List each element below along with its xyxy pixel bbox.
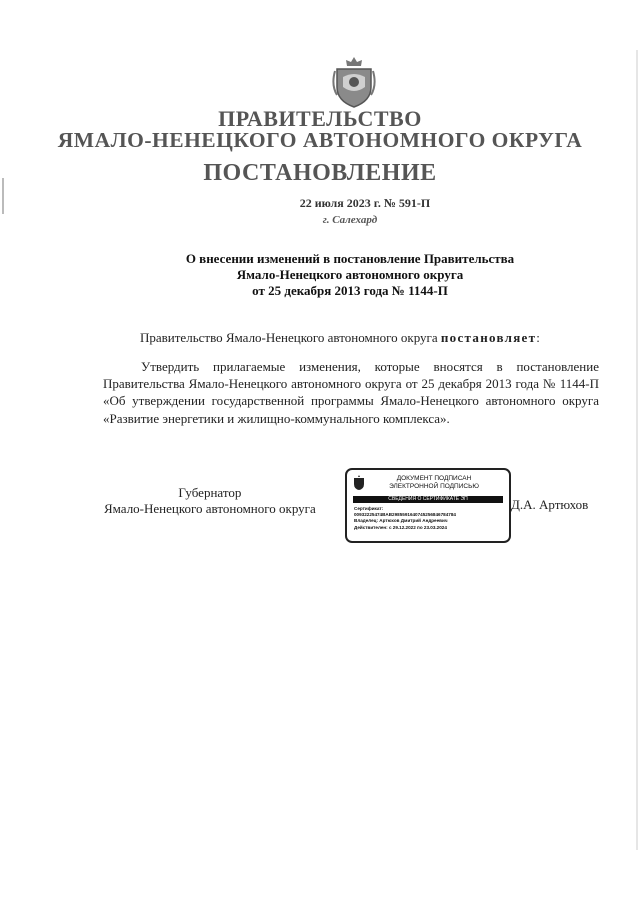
title-line-1: О внесении изменений в постановление Правительства xyxy=(185,251,515,266)
stamp-bar: СВЕДЕНИЯ О СЕРТИФИКАТЕ ЭП xyxy=(353,496,503,503)
decree-title xyxy=(100,251,600,299)
signatory-position-line-2: Ямало-Ненецкого автономного округа xyxy=(104,501,316,516)
government-line-1: ПРАВИТЕЛЬСТВО xyxy=(218,106,422,131)
title-line-3: от 25 декабря 2013 года № 1144-П xyxy=(252,283,448,298)
certificate-value: 00932225474BAB2985591640745256846784784 xyxy=(354,512,456,518)
stamp-heading-2: ЭЛЕКТРОННОЙ ПОДПИСЬЮ xyxy=(389,483,479,490)
stamp-emblem-icon xyxy=(353,475,365,491)
decree-date-number: 22 июля 2023 г. № 591-П xyxy=(299,196,431,210)
body-paragraph: Утвердить прилагаемые изменения, которые вносятся в постановление Правительства Ямало-Ненецкого автономного округа от 25 декабря 2013 года № 1144-П «Об утверждении государственной программы Ямало-Ненецкого автономного округа «Развитие энергетики и жилищно-коммунального комплекса». xyxy=(103,359,599,426)
decree-city: г. Салехард xyxy=(322,214,378,226)
electronic-signature-stamp xyxy=(345,468,511,543)
stamp-details xyxy=(354,506,506,531)
intro-spaced-word: постановляет xyxy=(440,330,537,345)
stamp-heading-1: ДОКУМЕНТ ПОДПИСАН xyxy=(396,475,472,482)
intro-sentence xyxy=(140,330,540,346)
title-line-2: Ямало-Ненецкого автономного округа xyxy=(236,267,464,282)
signatory-position xyxy=(104,485,316,517)
decree-body xyxy=(103,358,599,427)
intro-colon: : xyxy=(536,330,540,345)
certificate-owner: Владелец: Артюхов Дмитрий Андреевич xyxy=(354,518,448,524)
certificate-label: Сертификат: xyxy=(354,506,384,511)
intro-text: Правительство Ямало-Ненецкого автономного округа xyxy=(140,330,438,345)
government-line-2: ЯМАЛО-НЕНЕЦКОГО АВТОНОМНОГО ОКРУГА xyxy=(57,128,583,152)
signer-name: Д.А. Артюхов xyxy=(511,497,589,512)
coat-of-arms-icon xyxy=(331,55,377,109)
certificate-validity: Действителен: с 29.12.2022 по 23.03.2024 xyxy=(354,524,447,530)
decree-heading: ПОСТАНОВЛЕНИЕ xyxy=(203,160,437,186)
signatory-position-line-1: Губернатор xyxy=(178,485,242,500)
